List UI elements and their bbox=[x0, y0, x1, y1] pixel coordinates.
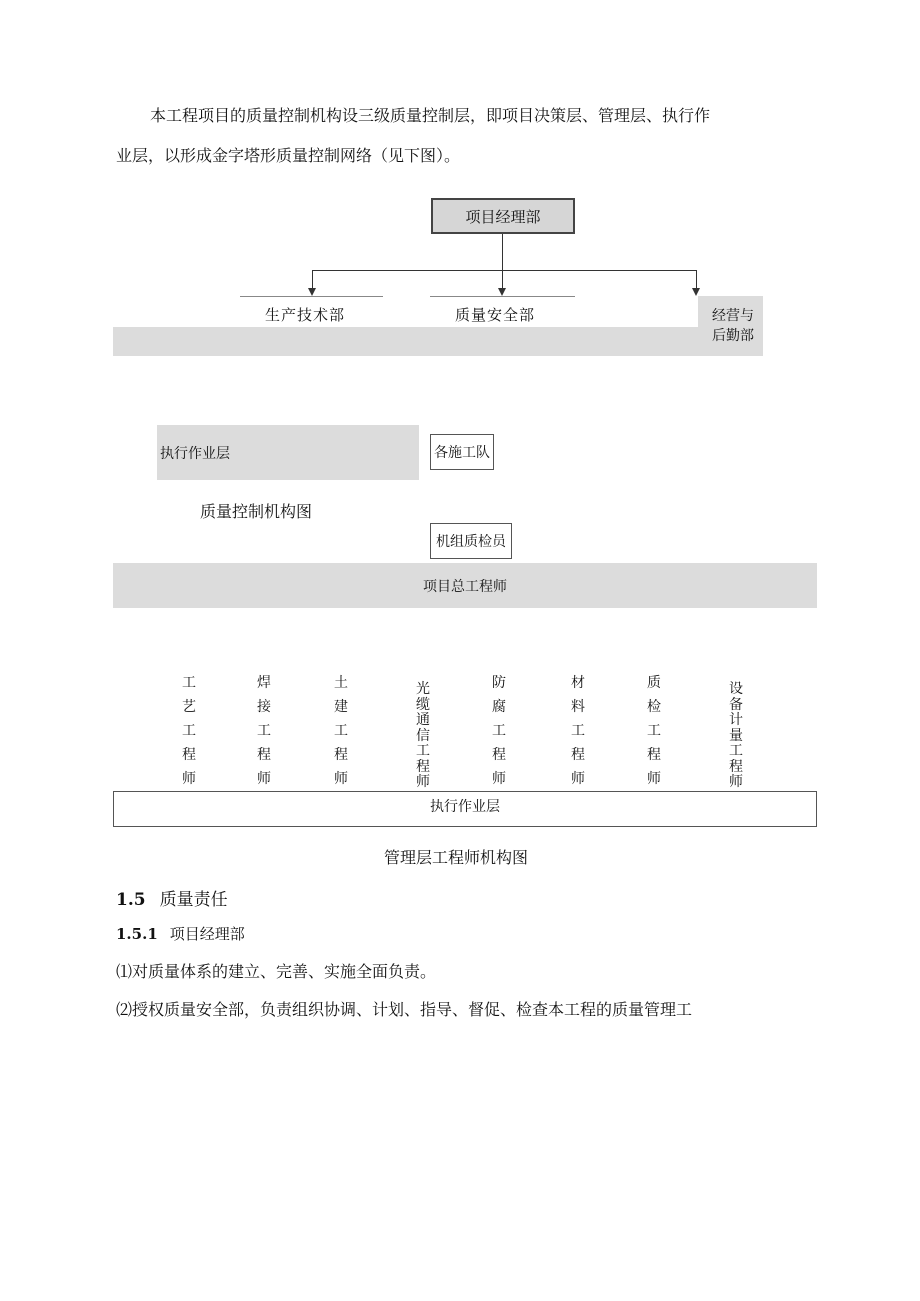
connector bbox=[312, 270, 313, 289]
connector bbox=[502, 270, 503, 289]
arrow-icon bbox=[498, 288, 506, 296]
subsection-number: 1.5.1 bbox=[116, 925, 158, 943]
intro-line-2: 业层，以形成金字塔形质量控制网络（见下图）。 bbox=[116, 146, 461, 165]
engineer-materials: 材 料 工 程 师 bbox=[571, 675, 585, 787]
exec-layer-box: 执行作业层 bbox=[113, 791, 817, 827]
dept-operations-line-2: 后勤部 bbox=[712, 328, 754, 344]
chart2-caption: 管理层工程师机构图 bbox=[384, 848, 529, 867]
engineer-qc: 质 检 工 程 师 bbox=[647, 675, 661, 787]
chart1-caption: 质量控制机构图 bbox=[200, 502, 313, 521]
arrow-icon bbox=[692, 288, 700, 296]
divider bbox=[430, 296, 575, 297]
engineer-equipment-metering: 设 备 计 量 工 程 师 bbox=[729, 681, 743, 790]
exec-layer-label: 执行作业层 bbox=[160, 446, 230, 462]
section-title: 质量责任 bbox=[159, 890, 228, 910]
arrow-icon bbox=[308, 288, 316, 296]
connector bbox=[696, 270, 697, 289]
dept-quality-safety: 质量安全部 bbox=[455, 306, 536, 324]
responsibility-item-2: ⑵授权质量安全部，负责组织协调、计划、指导、督促、检查本工程的质量管理工 bbox=[116, 1000, 693, 1019]
subsection-title: 项目经理部 bbox=[169, 925, 245, 943]
responsibility-item-1: ⑴对质量体系的建立、完善、实施全面负责。 bbox=[116, 962, 437, 981]
chief-engineer-band: 项目总工程师 bbox=[113, 563, 817, 608]
dept-production-tech: 生产技术部 bbox=[265, 306, 346, 324]
engineer-process: 工 艺 工 程 师 bbox=[182, 675, 196, 787]
engineer-fiber-comm: 光 缆 通 信 工 程 师 bbox=[416, 681, 430, 790]
section-heading bbox=[116, 885, 228, 910]
crew-inspector-box: 机组质检员 bbox=[430, 523, 512, 559]
dept-operations-logistics bbox=[712, 306, 754, 346]
connector bbox=[502, 234, 503, 270]
engineer-anticorrosion: 防 腐 工 程 师 bbox=[492, 675, 506, 787]
engineer-civil: 土 建 工 程 师 bbox=[334, 675, 348, 787]
intro-line-1: 本工程项目的质量控制机构设三级质量控制层，即项目决策层、管理层、执行作 bbox=[150, 106, 711, 125]
section-number: 1.5 bbox=[116, 890, 146, 910]
engineer-welding: 焊 接 工 程 师 bbox=[257, 675, 271, 787]
management-layer-white bbox=[113, 296, 698, 327]
project-manager-box: 项目经理部 bbox=[431, 198, 575, 234]
dept-operations-line-1: 经营与 bbox=[712, 308, 754, 324]
connector bbox=[312, 270, 696, 271]
subsection-heading bbox=[116, 923, 245, 944]
construction-teams-box: 各施工队 bbox=[430, 434, 494, 470]
divider bbox=[240, 296, 383, 297]
